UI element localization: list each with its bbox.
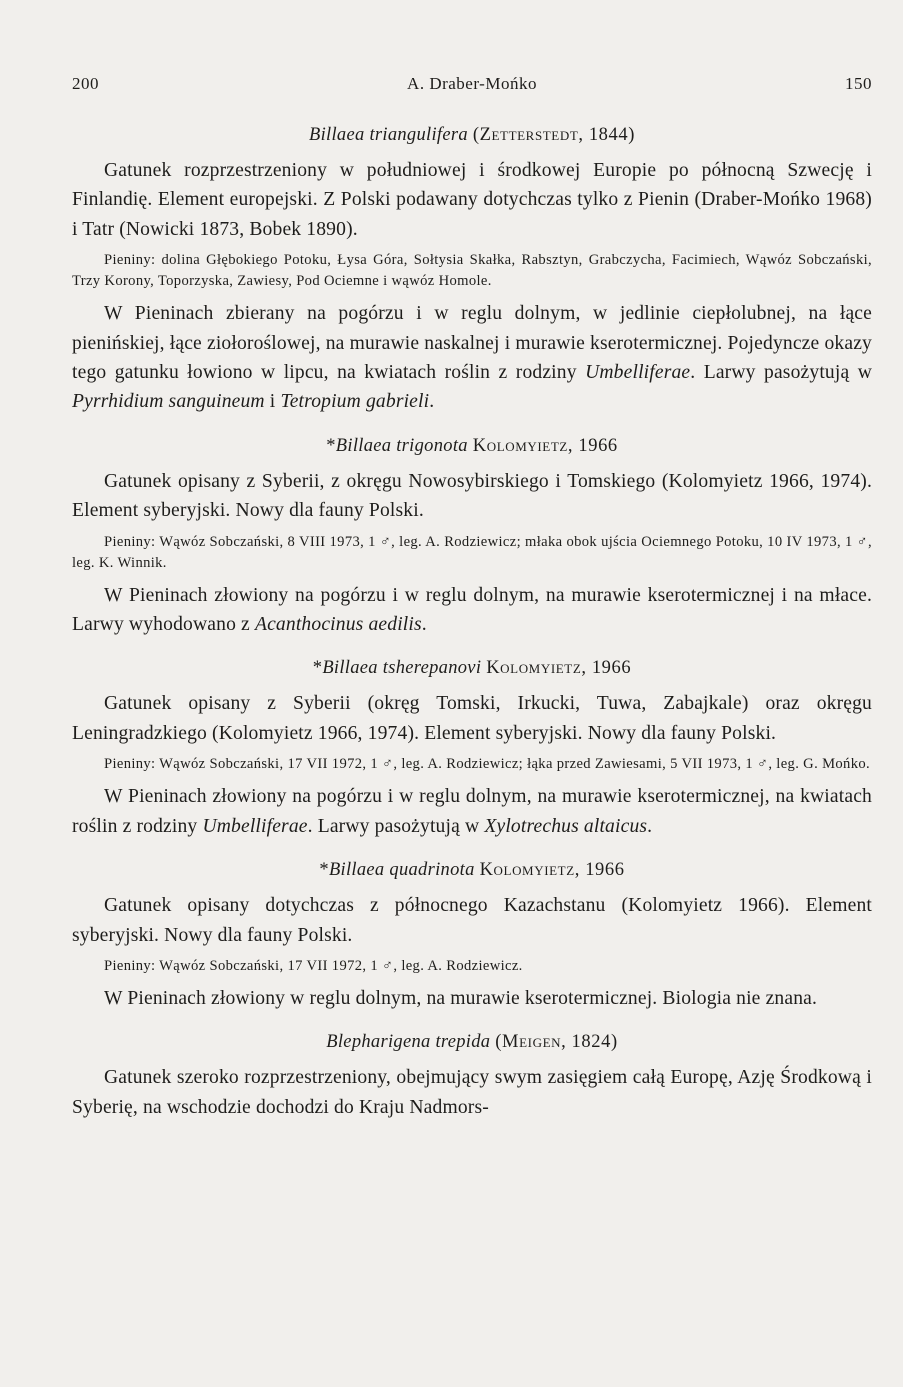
distribution-paragraph: Gatunek rozprzestrzeniony w południowej i środkowej Europie po północną Szwecję i Finlandię. Element europejski. Z Polski podawany dotychczas tylko z Pienin (Draber-Mońko 1968) i Tatr (Nowicki 1873, Bobek 1890). bbox=[72, 160, 872, 240]
running-header bbox=[72, 74, 872, 98]
species-entry bbox=[72, 1027, 872, 1122]
taxon-author: (Meigen, 1824) bbox=[495, 1032, 618, 1053]
distribution-paragraph: Gatunek opisany dotychczas z północnego Kazachstanu (Kolomyietz 1966). Element syberyjski. Nowy dla fauny Polski. bbox=[72, 895, 872, 946]
localities-paragraph: Pieniny: Wąwóz Sobczański, 17 VII 1972, 1 ♂, leg. A. Rodziewicz. bbox=[104, 957, 523, 974]
species-heading bbox=[72, 653, 872, 683]
species-entry bbox=[72, 653, 872, 841]
biology-text: W Pieninach złowiony na pogórzu i w reglu dolnym, na murawie kserotermicznej i na młace. Larwy wyhodowano z bbox=[72, 584, 872, 636]
biology-paragraph bbox=[72, 299, 872, 417]
article-body bbox=[72, 120, 872, 1122]
taxon-author: (Zetterstedt, 1844) bbox=[472, 125, 635, 145]
species-heading bbox=[72, 1027, 872, 1057]
taxon-name: Billaea tsherepanovi bbox=[322, 658, 482, 679]
distribution-paragraph: Gatunek szeroko rozprzestrzeniony, obejmujący swym zasięgiem całą Europę, Azję Środkową i Syberię, na wschodzie dochodzi do Kraju Nadmors- bbox=[72, 1067, 872, 1118]
taxon-author: Kolomyietz, 1966 bbox=[486, 658, 632, 679]
host-taxon: Xylotrechus altaicus bbox=[484, 815, 648, 837]
species-heading bbox=[72, 120, 872, 150]
biology-text: . bbox=[421, 614, 427, 636]
biology-paragraph bbox=[72, 782, 872, 841]
running-title: A. Draber-Mońko bbox=[407, 74, 537, 93]
page-number: 200 bbox=[72, 74, 99, 93]
biology-text: . Larwy pasożytują w bbox=[690, 362, 872, 384]
distribution-paragraph: Gatunek opisany z Syberii, z okręgu Nowosybirskiego i Tomskiego (Kolomyietz 1966, 1974). Element syberyjski. Nowy dla fauny Polski. bbox=[72, 470, 872, 522]
taxon-author: Kolomyietz, 1966 bbox=[479, 860, 625, 881]
taxon-name: Billaea trigonota bbox=[335, 435, 468, 456]
host-taxon: Umbelliferae bbox=[202, 815, 308, 837]
species-entry bbox=[72, 855, 872, 1013]
distribution-paragraph: Gatunek opisany z Syberii (okręg Tomski, Irkucki, Tuwa, Zabajkale) oraz okręgu Leningradzkiego (Kolomyietz 1966, 1974). Element syberyjski. Nowy dla fauny Polski. bbox=[72, 693, 872, 744]
biology-paragraph bbox=[72, 581, 872, 640]
new-record-marker: * bbox=[312, 658, 323, 679]
localities-paragraph: Pieniny: Wąwóz Sobczański, 8 VIII 1973, 1 ♂, leg. A. Rodziewicz; młaka obok ujścia Ociemnego Potoku, 10 IV 1973, 1 ♂, leg. K. Winnik. bbox=[72, 533, 872, 571]
taxon-name: Billaea triangulifera bbox=[308, 125, 468, 145]
host-taxon: Acanthocinus aedilis bbox=[254, 614, 422, 636]
biology-text: W Pieninach złowiony na pogórzu i w reglu dolnym, na murawie kserotermicznej, na kwiatach roślin z rodziny bbox=[72, 786, 872, 837]
localities-paragraph: Pieniny: Wąwóz Sobczański, 17 VII 1972, 1 ♂, leg. A. Rodziewicz; łąka przed Zawiesami, 5 VII 1973, 1 ♂, leg. G. Mońko. bbox=[104, 756, 870, 773]
localities-paragraph: Pieniny: dolina Głębokiego Potoku, Łysa Góra, Sołtysia Skałka, Rabsztyn, Grabczycha, Facimiech, Wąwóz Sobczański, Trzy Korony, Toporzyska, Zawiesy, Pod Ociemne i wąwóz Homole. bbox=[72, 252, 872, 290]
new-record-marker: * bbox=[326, 435, 336, 456]
taxon-author: Kolomyietz, 1966 bbox=[472, 435, 618, 456]
biology-text: W Pieninach zbierany na pogórzu i w reglu dolnym, w jedlinie ciepłolubnej, na łące pienińskiej, łące ziołoroślowej, na murawie naskalnej i murawie kserotermicznej. Pojedyncze okazy tego gatunku łowiono w lipcu, na kwiatach roślin z rodziny bbox=[72, 303, 872, 384]
taxon-name: Billaea quadrinota bbox=[328, 860, 475, 881]
host-taxon: Umbelliferae bbox=[585, 362, 691, 384]
biology-text: . bbox=[647, 815, 653, 837]
new-record-marker: * bbox=[319, 860, 329, 881]
page-number-secondary: 150 bbox=[845, 74, 872, 93]
species-heading bbox=[72, 431, 872, 461]
species-entry bbox=[72, 431, 872, 640]
biology-paragraph bbox=[72, 984, 872, 1013]
biology-text: W Pieninach złowiony w reglu dolnym, na murawie kserotermicznej. Biologia nie znana. bbox=[104, 987, 818, 1009]
biology-text: . Larwy pasożytują w bbox=[307, 815, 485, 837]
host-taxon: Pyrrhidium sanguineum bbox=[72, 391, 265, 413]
biology-text: i bbox=[264, 391, 281, 413]
biology-text: . bbox=[429, 391, 435, 413]
taxon-name: Blepharigena trepida bbox=[326, 1032, 491, 1053]
species-entry bbox=[72, 120, 872, 417]
host-taxon: Tetropium gabrieli bbox=[280, 391, 430, 413]
species-heading bbox=[72, 855, 872, 885]
